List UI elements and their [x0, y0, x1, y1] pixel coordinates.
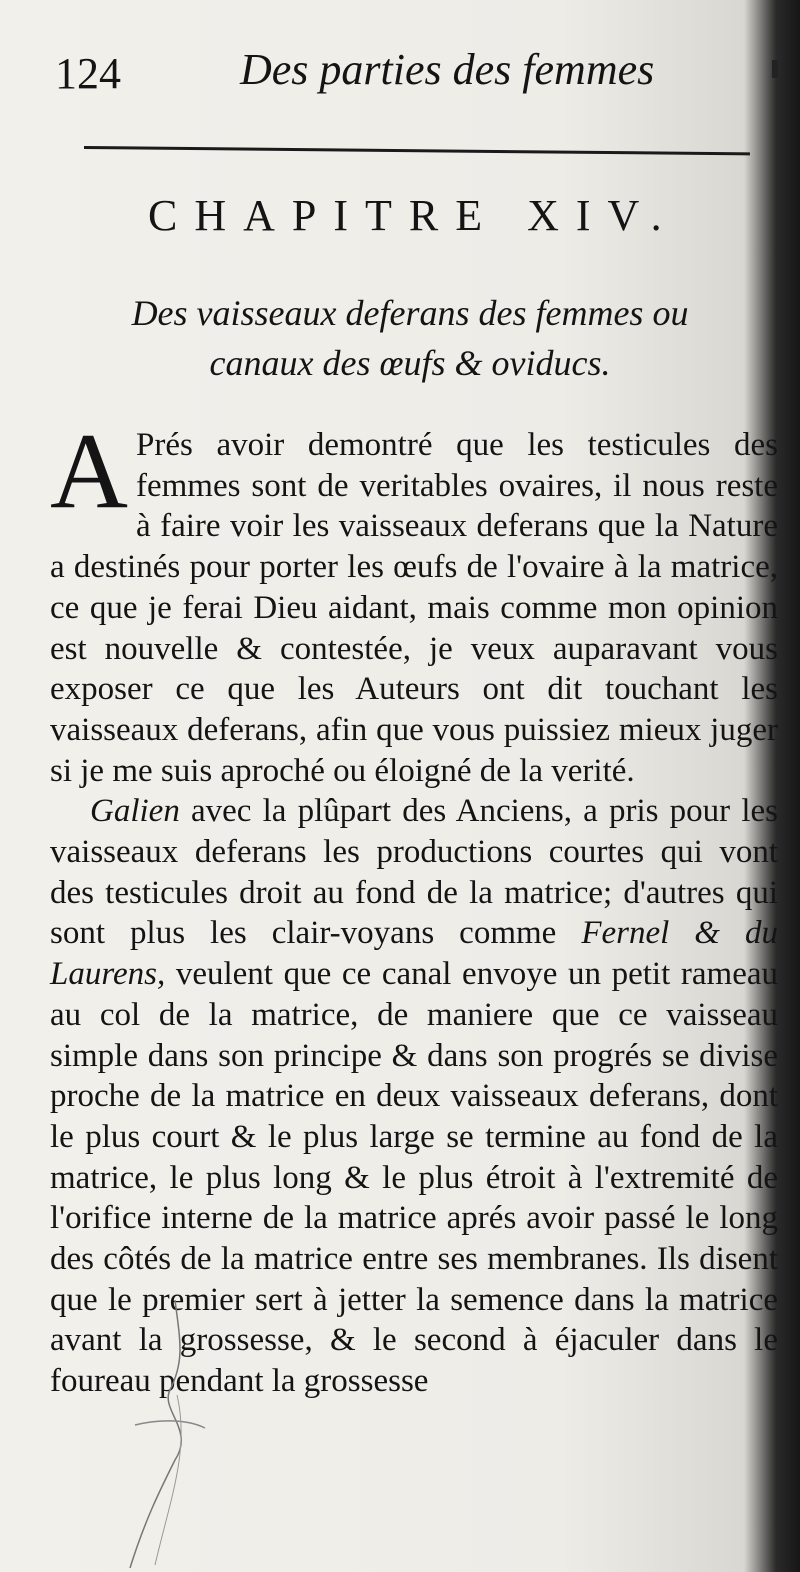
author-names-fernel-laurens: Fernel & du Laurens, [50, 915, 778, 993]
page-header [55, 38, 755, 108]
paragraph-1-text: Prés avoir demontré que les testicules des femmes sont de veritables ovaires, il nous reste à faire voir les vaisseaux deferans que la Nature a destinés pour porter les œufs de l'ovaire à la matrice, ce que je ferai Dieu aidant, mais comme mon opinion est nouvelle & contestée, je veux auparavant vous exposer ce que les Auteurs ont dit touchant les vaisseaux deferans, afin que vous puissiez mieux juger si je me suis aproché ou éloigné de la verité. [50, 427, 778, 789]
marginal-sketch-drawing [115, 1300, 235, 1570]
running-title: Des parties des femmes [240, 45, 655, 94]
paragraph-1 [50, 412, 778, 791]
chapter-title: CHAPITRE XIV. [148, 191, 679, 240]
page-number: 124 [55, 49, 121, 98]
subtitle-line-1: Des vaisseaux deferans des femmes ou [131, 293, 689, 333]
subtitle-line-2: canaux des œufs & oviducs. [209, 343, 611, 383]
author-name-galien: Galien [90, 793, 180, 830]
paragraph-2-text-b: veulent que ce canal envoye un petit rameau au col de la matrice, de maniere que ce vaisseau simple dans son principe & dans son progrés se divise proche de la matrice en deux vaisseaux deferans, dont le plus court & le plus large se termine au fond de la matrice, le plus long & le plus étroit à l'extremité de l'orifice interne de la matrice aprés avoir passé le long des côtés de la matrice entre ses membranes. Ils disent que le premier sert à jetter la semence dans la matrice avant la grossesse, & le second à éjaculer dans le foureau pendant la grossesse [50, 956, 778, 1400]
drop-cap: A [50, 412, 128, 531]
body-text [50, 412, 778, 1402]
margin-mark [772, 60, 778, 78]
chapter-subtitle [50, 288, 770, 388]
paragraph-2-text-a: avec la plûpart des Anciens, a pris pour les vaisseaux deferans les productions courtes qui vont des testicules droit au fond de la matrice; d'autres qui sont plus les clair-voyans comme [50, 793, 778, 952]
header-rule [84, 146, 750, 155]
